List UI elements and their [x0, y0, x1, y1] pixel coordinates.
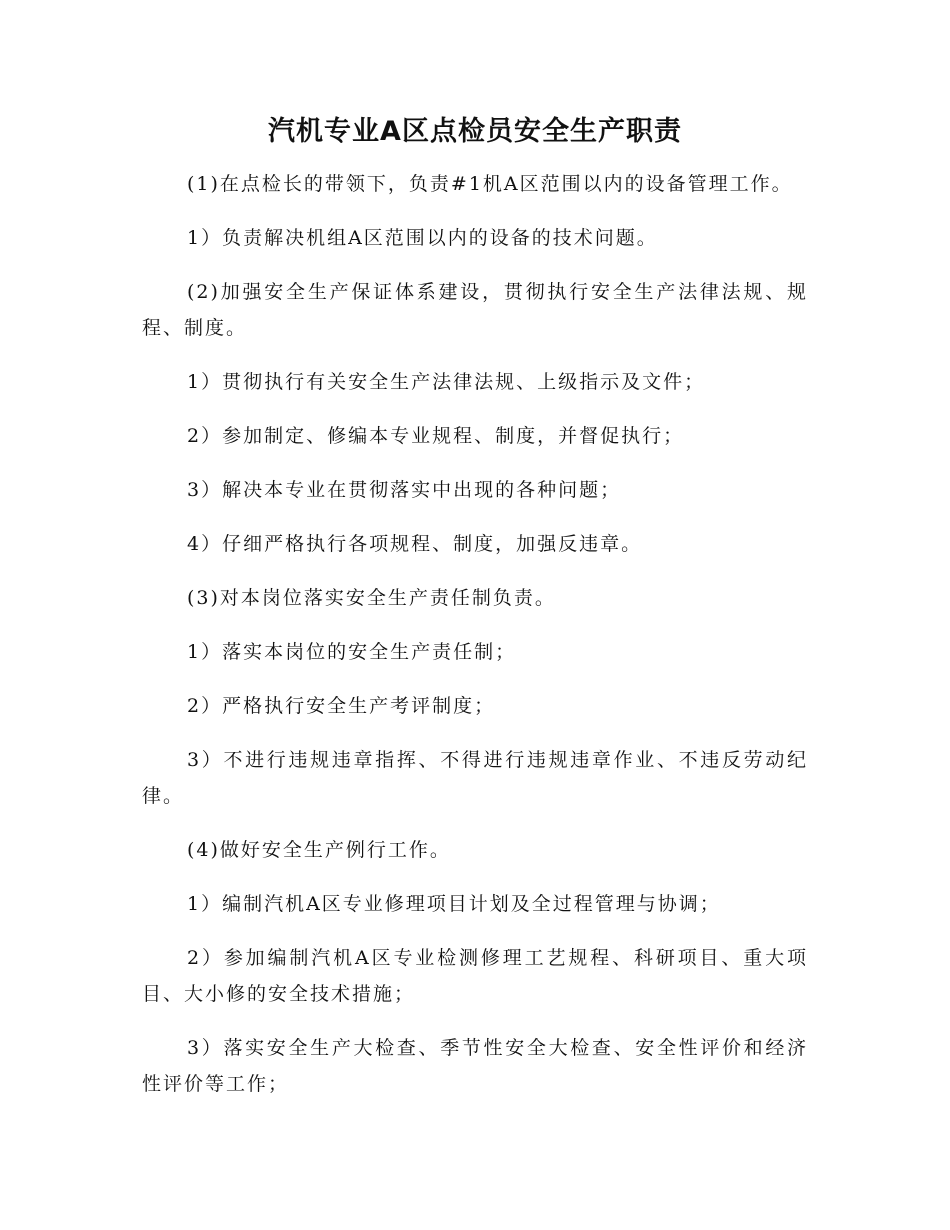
paragraph-9: 1）落实本岗位的安全生产责任制； [187, 641, 517, 663]
paragraph-12: (4)做好安全生产例行工作。 [187, 839, 451, 861]
paragraph-7: 4）仔细严格执行各项规程、制度，加强反违章。 [187, 533, 643, 555]
paragraph-15: 3）落实安全生产大检查、季节性安全大检查、安全性评价和经济性评价等工作； [142, 1037, 808, 1095]
paragraph-5: 2）参加制定、修编本专业规程、制度，并督促执行； [187, 425, 685, 447]
paragraph-8: (3)对本岗位落实安全生产责任制负责。 [187, 587, 556, 609]
paragraph-2: 1）负责解决机组A区范围以内的设备的技术问题。 [187, 227, 658, 249]
paragraph-13: 1）编制汽机A区专业修理项目计划及全过程管理与协调； [187, 893, 721, 915]
paragraph-14: 2）参加编制汽机A区专业检测修理工艺规程、科研项目、重大项目、大小修的安全技术措施； [142, 947, 808, 1005]
paragraph-3: (2)加强安全生产保证体系建设，贯彻执行安全生产法律法规、规程、制度。 [142, 281, 808, 339]
paragraph-4: 1）贯彻执行有关安全生产法律法规、上级指示及文件； [187, 371, 706, 393]
paragraph-11: 3）不进行违规违章指挥、不得进行违规违章作业、不违反劳动纪律。 [142, 749, 808, 807]
document-title: 汽机专业A区点检员安全生产职责 [268, 116, 682, 147]
paragraph-1: (1)在点检长的带领下，负责#1机A区范围以内的设备管理工作。 [187, 173, 793, 195]
paragraph-6: 3）解决本专业在贯彻落实中出现的各种问题； [187, 479, 622, 501]
paragraph-10: 2）严格执行安全生产考评制度； [187, 695, 496, 717]
